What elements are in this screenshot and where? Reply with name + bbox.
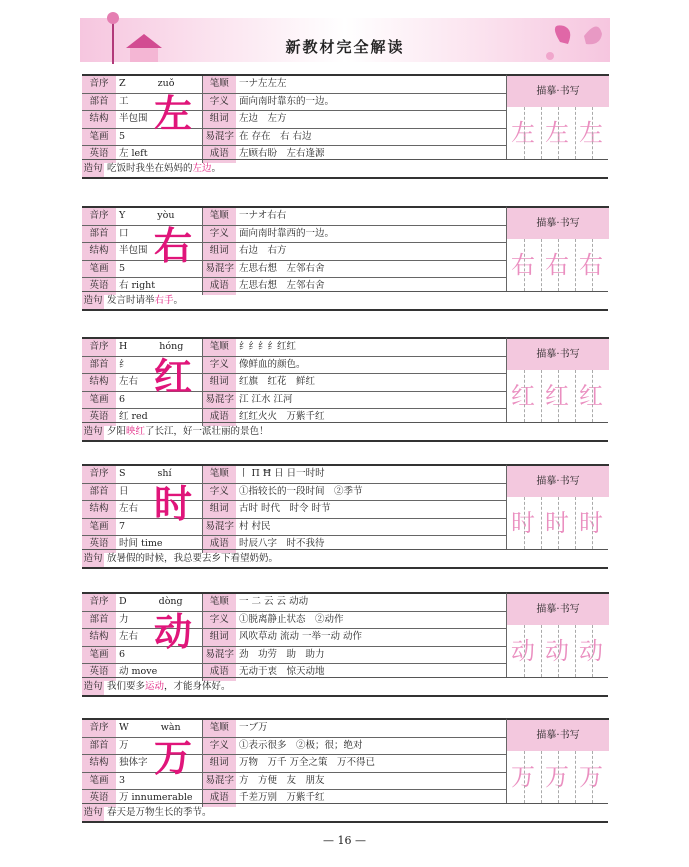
info-row bbox=[82, 646, 506, 664]
trace-char: 时 bbox=[511, 509, 535, 537]
yinxu-value: Y yòu bbox=[116, 207, 202, 225]
field-label: 音序 bbox=[82, 75, 116, 93]
main-character: 左 bbox=[154, 91, 193, 136]
trace-char: 红 bbox=[511, 382, 535, 410]
ziyi-value: ①指较长的一段时间 ②季节 bbox=[236, 483, 506, 501]
bishun-value: 一 二 云 云 动动 bbox=[236, 593, 506, 611]
info-row bbox=[82, 207, 506, 225]
pinyin: yòu bbox=[157, 210, 175, 222]
trace-char: 右 bbox=[545, 251, 569, 279]
field-label: 造句 bbox=[82, 678, 104, 695]
example-sentence: 造句 我们要多运动，才能身体好。 bbox=[82, 677, 608, 697]
info-table bbox=[82, 592, 506, 681]
info-row bbox=[82, 75, 506, 93]
field-label: 组词 bbox=[202, 374, 236, 392]
tracing-label: 描摹·书写 bbox=[507, 720, 609, 751]
jiegou-value: 半包围 bbox=[116, 243, 202, 261]
field-label: 组词 bbox=[202, 629, 236, 647]
info-row bbox=[82, 111, 506, 129]
main-character: 动 bbox=[154, 609, 193, 654]
info-table bbox=[82, 206, 506, 295]
info-row bbox=[82, 225, 506, 243]
tracing-label: 描摹·书写 bbox=[507, 466, 609, 497]
info-row bbox=[82, 243, 506, 261]
yihunzi-value: 左思右想 左邻右舍 bbox=[236, 260, 506, 278]
english-value: 万 innumerable bbox=[116, 790, 202, 807]
english-value: 时间 time bbox=[116, 536, 202, 553]
example-sentence: 造句 春天是万物生长的季节。 bbox=[82, 803, 608, 823]
field-label: 笔顺 bbox=[202, 719, 236, 737]
bishun-value: 一ナ左左左 bbox=[236, 75, 506, 93]
yihunzi-value: 村 村民 bbox=[236, 518, 506, 536]
field-label: 英语 bbox=[82, 536, 116, 553]
trace-char: 右 bbox=[511, 251, 535, 279]
character-card bbox=[82, 718, 608, 830]
english-value: 红 red bbox=[116, 409, 202, 426]
field-label: 易混字 bbox=[202, 772, 236, 790]
bihua-value: 5 bbox=[116, 260, 202, 278]
sentence-highlight: 右手 bbox=[154, 295, 174, 306]
info-row bbox=[82, 593, 506, 611]
yihunzi-value: 在 存在 右 右边 bbox=[236, 128, 506, 146]
info-row bbox=[82, 611, 506, 629]
tracing-area bbox=[506, 337, 609, 422]
trace-char: 左 bbox=[579, 119, 603, 147]
bishun-value: 一ナオ右右 bbox=[236, 207, 506, 225]
tracing-label: 描摹·书写 bbox=[507, 76, 609, 107]
tracing-chars bbox=[507, 497, 609, 549]
yinxu-value: Z zuǒ bbox=[116, 75, 202, 93]
yihunzi-value: 劲 功劳 助 助力 bbox=[236, 646, 506, 664]
info-row bbox=[82, 391, 506, 409]
pinyin: zuǒ bbox=[157, 78, 175, 90]
field-label: 组词 bbox=[202, 111, 236, 129]
pinyin: hóng bbox=[159, 341, 184, 353]
trace-char: 万 bbox=[545, 763, 569, 791]
yinxu-value: D dòng bbox=[116, 593, 202, 611]
field-label: 结构 bbox=[82, 629, 116, 647]
field-label: 字义 bbox=[202, 611, 236, 629]
info-row bbox=[82, 483, 506, 501]
field-label: 部首 bbox=[82, 225, 116, 243]
info-row bbox=[82, 737, 506, 755]
trace-char: 时 bbox=[579, 509, 603, 537]
field-label: 笔顺 bbox=[202, 338, 236, 356]
trace-char: 左 bbox=[511, 119, 535, 147]
bushou-value: 日 bbox=[116, 483, 202, 501]
english-value: 右 right bbox=[116, 278, 202, 295]
field-label: 成语 bbox=[202, 146, 236, 163]
field-label: 笔顺 bbox=[202, 207, 236, 225]
jiegou-value: 半包围 bbox=[116, 111, 202, 129]
trace-char: 动 bbox=[511, 637, 535, 665]
field-label: 字义 bbox=[202, 93, 236, 111]
info-row bbox=[82, 719, 506, 737]
bihua-value: 3 bbox=[116, 772, 202, 790]
tracing-chars bbox=[507, 625, 609, 677]
english-value: 左 left bbox=[116, 146, 202, 163]
trace-char: 红 bbox=[579, 382, 603, 410]
info-table bbox=[82, 74, 506, 163]
tracing-chars bbox=[507, 239, 609, 291]
field-label: 字义 bbox=[202, 356, 236, 374]
info-row bbox=[82, 629, 506, 647]
main-character: 时 bbox=[154, 481, 193, 526]
info-table bbox=[82, 718, 506, 807]
field-label: 音序 bbox=[82, 719, 116, 737]
field-label: 笔画 bbox=[82, 646, 116, 664]
field-label: 音序 bbox=[82, 465, 116, 483]
info-table bbox=[82, 337, 506, 426]
field-label: 笔画 bbox=[82, 128, 116, 146]
tracing-area bbox=[506, 718, 609, 803]
bushou-value: 口 bbox=[116, 225, 202, 243]
zuci-value: 左边 左方 bbox=[236, 111, 506, 129]
yihunzi-value: 江 江水 江河 bbox=[236, 391, 506, 409]
ziyi-value: 面向南时靠东的一边。 bbox=[236, 93, 506, 111]
bushou-value: 工 bbox=[116, 93, 202, 111]
trace-char: 左 bbox=[545, 119, 569, 147]
field-label: 音序 bbox=[82, 207, 116, 225]
ziyi-value: ①表示很多 ②极；很；绝对 bbox=[236, 737, 506, 755]
sentence-highlight: 左边 bbox=[192, 163, 212, 174]
field-label: 英语 bbox=[82, 790, 116, 807]
yinxu-value: S shí bbox=[116, 465, 202, 483]
field-label: 笔画 bbox=[82, 772, 116, 790]
pinyin: wàn bbox=[160, 722, 181, 734]
tracing-area bbox=[506, 464, 609, 549]
field-label: 英语 bbox=[82, 409, 116, 426]
bihua-value: 6 bbox=[116, 646, 202, 664]
jiegou-value: 独体字 bbox=[116, 755, 202, 773]
info-row bbox=[82, 356, 506, 374]
field-label: 结构 bbox=[82, 755, 116, 773]
character-card bbox=[82, 464, 608, 576]
jiegou-value: 左右 bbox=[116, 501, 202, 519]
field-label: 部首 bbox=[82, 483, 116, 501]
field-label: 音序 bbox=[82, 338, 116, 356]
example-sentence: 造句 吃饭时我坐在妈妈的左边。 bbox=[82, 159, 608, 179]
trace-char: 时 bbox=[545, 509, 569, 537]
trace-char: 右 bbox=[579, 251, 603, 279]
info-row bbox=[82, 518, 506, 536]
zuci-value: 右边 右方 bbox=[236, 243, 506, 261]
field-label: 造句 bbox=[82, 804, 104, 821]
tracing-area bbox=[506, 206, 609, 291]
info-row bbox=[82, 755, 506, 773]
info-row bbox=[82, 93, 506, 111]
page-number: — 16 — bbox=[323, 834, 366, 847]
field-label: 结构 bbox=[82, 374, 116, 392]
trace-char: 红 bbox=[545, 382, 569, 410]
field-label: 笔画 bbox=[82, 260, 116, 278]
jiegou-value: 左右 bbox=[116, 629, 202, 647]
field-label: 结构 bbox=[82, 501, 116, 519]
character-card bbox=[82, 337, 608, 449]
field-label: 笔画 bbox=[82, 518, 116, 536]
bushou-value: 纟 bbox=[116, 356, 202, 374]
field-label: 字义 bbox=[202, 483, 236, 501]
yinxu-value: W wàn bbox=[116, 719, 202, 737]
zuci-value: 风吹草动 流动 一举一动 动作 bbox=[236, 629, 506, 647]
bihua-value: 5 bbox=[116, 128, 202, 146]
field-label: 造句 bbox=[82, 550, 104, 567]
field-label: 组词 bbox=[202, 243, 236, 261]
info-row bbox=[82, 338, 506, 356]
bihua-value: 6 bbox=[116, 391, 202, 409]
yihunzi-value: 方 方便 友 朋友 bbox=[236, 772, 506, 790]
field-label: 成语 bbox=[202, 664, 236, 681]
zuci-value: 万物 万千 万全之策 万不得已 bbox=[236, 755, 506, 773]
chengyu-value: 左思右想 左邻右舍 bbox=[236, 278, 506, 295]
chengyu-value: 左顾右盼 左右逢源 bbox=[236, 146, 506, 163]
field-label: 字义 bbox=[202, 225, 236, 243]
example-sentence: 造句 夕阳映红了长江，好一派壮丽的景色！ bbox=[82, 422, 608, 442]
info-row bbox=[82, 465, 506, 483]
chengyu-value: 无动于衷 惊天动地 bbox=[236, 664, 506, 681]
ziyi-value: 像鲜血的颜色。 bbox=[236, 356, 506, 374]
field-label: 英语 bbox=[82, 278, 116, 295]
info-table bbox=[82, 464, 506, 553]
field-label: 笔画 bbox=[82, 391, 116, 409]
info-row bbox=[82, 128, 506, 146]
tracing-chars bbox=[507, 107, 609, 159]
english-value: 动 move bbox=[116, 664, 202, 681]
ziyi-value: 面向南时靠西的一边。 bbox=[236, 225, 506, 243]
page-header bbox=[80, 8, 610, 64]
main-character: 万 bbox=[154, 735, 193, 780]
field-label: 结构 bbox=[82, 111, 116, 129]
trace-char: 动 bbox=[579, 637, 603, 665]
bishun-value: 纟纟纟纟红红 bbox=[236, 338, 506, 356]
field-label: 成语 bbox=[202, 790, 236, 807]
field-label: 成语 bbox=[202, 536, 236, 553]
field-label: 笔顺 bbox=[202, 465, 236, 483]
bushou-value: 万 bbox=[116, 737, 202, 755]
field-label: 结构 bbox=[82, 243, 116, 261]
field-label: 造句 bbox=[82, 160, 104, 177]
bihua-value: 7 bbox=[116, 518, 202, 536]
zuci-value: 古时 时代 时令 时节 bbox=[236, 501, 506, 519]
tracing-chars bbox=[507, 370, 609, 422]
pinyin: dòng bbox=[158, 596, 183, 608]
field-label: 组词 bbox=[202, 501, 236, 519]
field-label: 易混字 bbox=[202, 518, 236, 536]
field-label: 部首 bbox=[82, 611, 116, 629]
field-label: 造句 bbox=[82, 423, 104, 440]
tracing-area bbox=[506, 74, 609, 159]
tracing-chars bbox=[507, 751, 609, 803]
sentence-highlight: 映红 bbox=[126, 426, 146, 437]
character-card bbox=[82, 592, 608, 704]
example-sentence: 造句 发言时请举右手。 bbox=[82, 291, 608, 311]
field-label: 英语 bbox=[82, 146, 116, 163]
field-label: 成语 bbox=[202, 409, 236, 426]
chengyu-value: 千差万别 万紫千红 bbox=[236, 790, 506, 807]
chengyu-value: 红红火火 万紫千红 bbox=[236, 409, 506, 426]
main-character: 右 bbox=[154, 223, 193, 268]
yinxu-value: H hóng bbox=[116, 338, 202, 356]
trace-char: 万 bbox=[579, 763, 603, 791]
info-row bbox=[82, 374, 506, 392]
sentence-highlight: 运动 bbox=[145, 681, 165, 692]
tracing-label: 描摹·书写 bbox=[507, 208, 609, 239]
field-label: 部首 bbox=[82, 356, 116, 374]
page-title: 新教材完全解读 bbox=[285, 38, 405, 56]
jiegou-value: 左右 bbox=[116, 374, 202, 392]
field-label: 成语 bbox=[202, 278, 236, 295]
field-label: 造句 bbox=[82, 292, 104, 309]
field-label: 笔顺 bbox=[202, 75, 236, 93]
character-card bbox=[82, 206, 608, 318]
field-label: 字义 bbox=[202, 737, 236, 755]
field-label: 英语 bbox=[82, 664, 116, 681]
info-row bbox=[82, 501, 506, 519]
tracing-area bbox=[506, 592, 609, 677]
trace-char: 动 bbox=[545, 637, 569, 665]
field-label: 笔顺 bbox=[202, 593, 236, 611]
bishun-value: 一ブ万 bbox=[236, 719, 506, 737]
ziyi-value: ①脱离静止状态 ②动作 bbox=[236, 611, 506, 629]
field-label: 组词 bbox=[202, 755, 236, 773]
info-row bbox=[82, 772, 506, 790]
field-label: 部首 bbox=[82, 737, 116, 755]
character-card bbox=[82, 74, 608, 186]
field-label: 部首 bbox=[82, 93, 116, 111]
field-label: 易混字 bbox=[202, 128, 236, 146]
bushou-value: 力 bbox=[116, 611, 202, 629]
info-row bbox=[82, 260, 506, 278]
trace-char: 万 bbox=[511, 763, 535, 791]
zuci-value: 红旗 红花 鲜红 bbox=[236, 374, 506, 392]
tracing-label: 描摹·书写 bbox=[507, 594, 609, 625]
field-label: 音序 bbox=[82, 593, 116, 611]
field-label: 易混字 bbox=[202, 260, 236, 278]
bishun-value: 丨 П Ħ 日 日一时时 bbox=[236, 465, 506, 483]
field-label: 易混字 bbox=[202, 391, 236, 409]
field-label: 易混字 bbox=[202, 646, 236, 664]
chengyu-value: 时辰八字 时不我待 bbox=[236, 536, 506, 553]
example-sentence: 造句 放暑假的时候，我总要去乡下看望奶奶。 bbox=[82, 549, 608, 569]
pinyin: shí bbox=[157, 468, 172, 480]
tracing-label: 描摹·书写 bbox=[507, 339, 609, 370]
main-character: 红 bbox=[154, 354, 193, 399]
